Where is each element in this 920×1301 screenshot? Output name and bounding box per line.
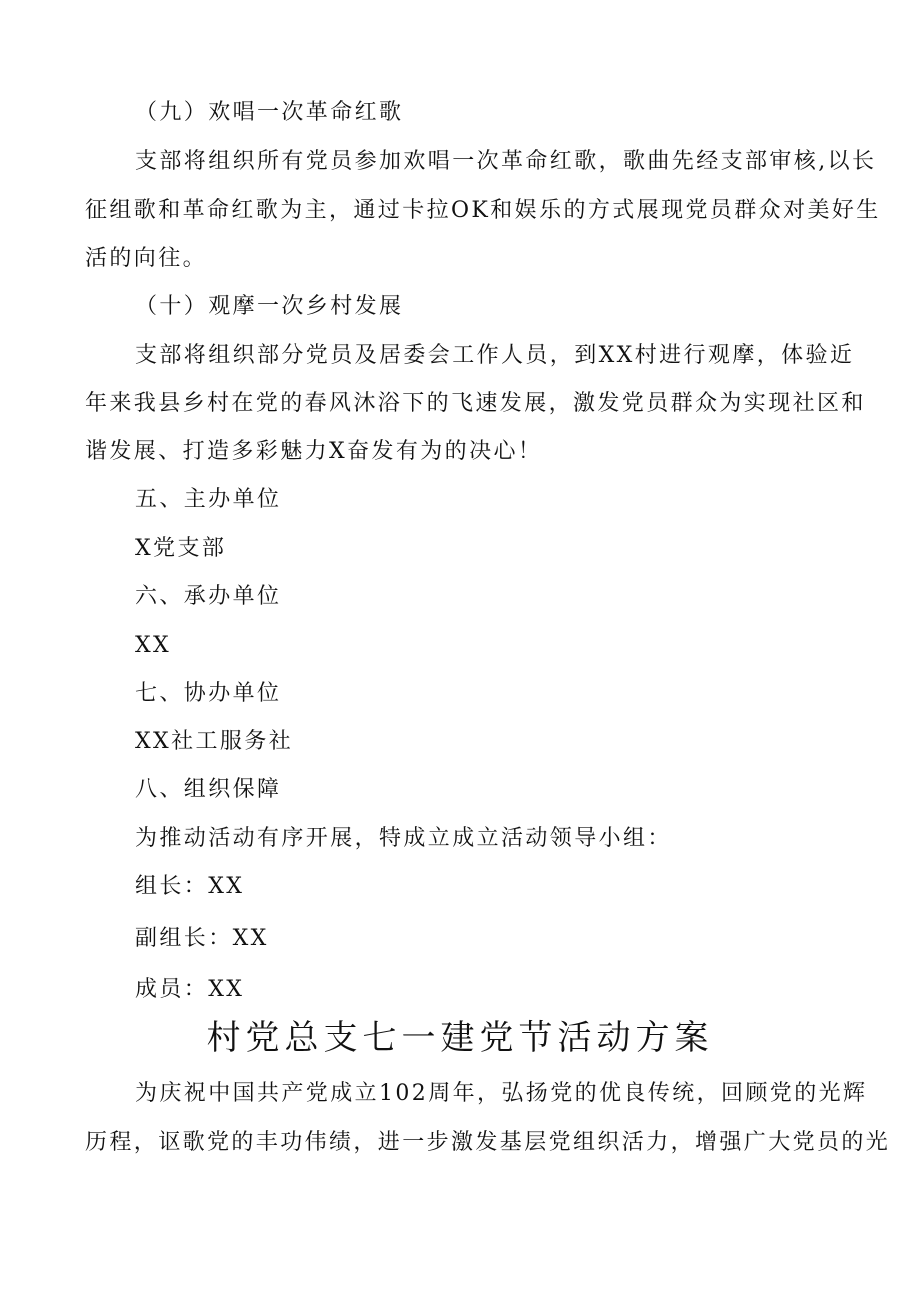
section-9-body-line-3: 活的向往。: [85, 246, 208, 271]
host-value: X党支部: [135, 536, 227, 561]
guarantee-deputy: 副组长：XX: [135, 926, 269, 951]
section-9-body-line-2: 征组歌和革命红歌为主，通过卡拉OK和娱乐的方式展现党员群众对美好生: [85, 198, 881, 223]
section-10-body-line-3: 谐发展、打造多彩魅力X奋发有为的决心！: [85, 439, 543, 464]
next-document-title: 村党总支七一建党节活动方案: [206, 1018, 714, 1058]
co-organizer-value: XX社工服务社: [135, 729, 294, 754]
guarantee-intro: 为推动活动有序开展，特成立成立活动领导小组：: [135, 826, 672, 851]
guarantee-heading: 八、组织保障: [135, 777, 282, 802]
section-9-heading: （九）欢唱一次革命红歌: [135, 100, 404, 125]
organizer-value: XX: [135, 633, 172, 658]
next-document-body-line-1: 为庆祝中国共产党成立102周年，弘扬党的优良传统，回顾党的光辉: [135, 1081, 868, 1106]
organizer-heading: 六、承办单位: [135, 584, 282, 609]
guarantee-leader: 组长：XX: [135, 874, 245, 899]
section-10-heading: （十）观摩一次乡村发展: [135, 294, 404, 319]
co-organizer-heading: 七、协办单位: [135, 681, 282, 706]
host-heading: 五、主办单位: [135, 487, 282, 512]
next-document-body-line-2: 历程，讴歌党的丰功伟绩，进一步激发基层党组织活力，增强广大党员的光: [85, 1130, 891, 1155]
guarantee-members: 成员：XX: [135, 977, 245, 1002]
section-9-body-line-1: 支部将组织所有党员参加欢唱一次革命红歌，歌曲先经支部审核,以长: [135, 149, 877, 174]
section-10-body-line-1: 支部将组织部分党员及居委会工作人员，到XX村进行观摩，体验近: [135, 343, 855, 368]
section-10-body-line-2: 年来我县乡村在党的春风沐浴下的飞速发展，激发党员群众为实现社区和: [85, 391, 866, 416]
